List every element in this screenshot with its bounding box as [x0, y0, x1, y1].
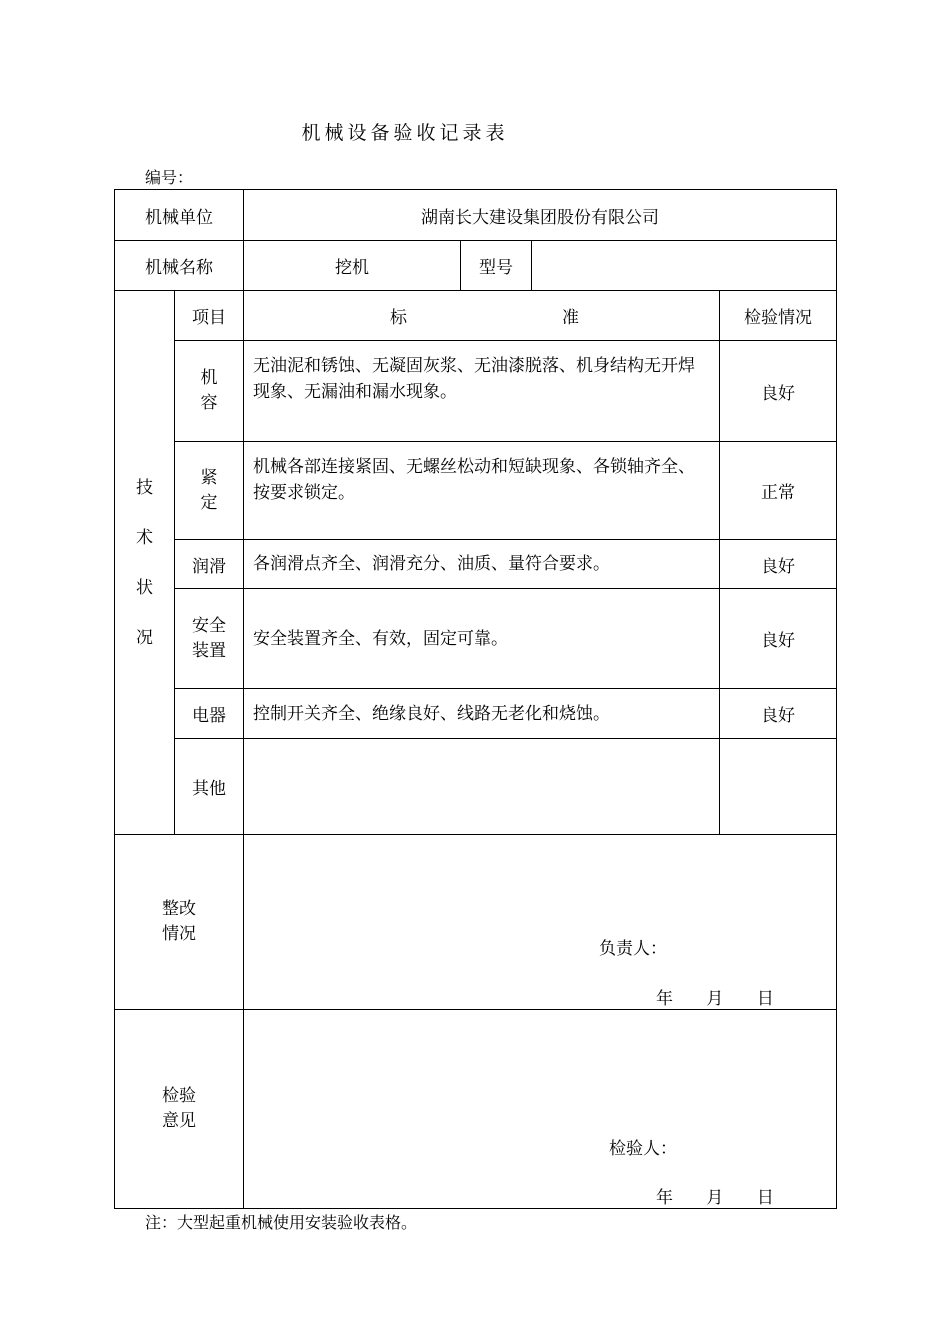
- rectification-row: [115, 835, 837, 1010]
- inspection-label: 检验 意见: [115, 1010, 244, 1209]
- header-standard: 标 准: [244, 291, 720, 341]
- tech-row: [115, 341, 837, 442]
- result-text: 良好: [720, 589, 837, 689]
- standard-text: 控制开关齐全、绝缘良好、线路无老化和烧蚀。: [244, 689, 720, 739]
- tech-header-row: [115, 291, 837, 341]
- model-label: 型号: [461, 241, 532, 291]
- acceptance-form-table: [114, 189, 837, 1209]
- unit-value: 湖南长大建设集团股份有限公司: [244, 190, 837, 241]
- unit-row: [115, 190, 837, 241]
- machine-name-label: 机械名称: [115, 241, 244, 291]
- inspection-signer-label: 检验人：: [609, 1139, 677, 1159]
- machine-row: [115, 241, 837, 291]
- model-value: [532, 241, 837, 291]
- result-text: 良好: [720, 341, 837, 442]
- rectification-date: 年 月 日: [656, 989, 774, 1009]
- item-other: 其他: [175, 739, 244, 835]
- result-text: 良好: [720, 540, 837, 589]
- item-fastening: 紧 定: [175, 442, 244, 540]
- tech-row: [115, 689, 837, 739]
- result-text: 良好: [720, 689, 837, 739]
- footnote: 注：大型起重机械使用安装验收表格。: [145, 1213, 418, 1232]
- rectification-signer-label: 负责人：: [599, 939, 667, 959]
- rectification-label: 整改 情况: [115, 835, 244, 1010]
- unit-label: 机械单位: [115, 190, 244, 241]
- tech-row: [115, 739, 837, 835]
- page-title: 机械设备验收记录表: [301, 122, 509, 144]
- number-label: 编号：: [145, 168, 194, 187]
- standard-text: 机械各部连接紧固、无螺丝松动和短缺现象、各锁轴齐全、按要求锁定。: [244, 442, 720, 540]
- machine-name-value: 挖机: [244, 241, 461, 291]
- header-item: 项目: [175, 291, 244, 341]
- inspection-content: [244, 1010, 837, 1209]
- inspection-date: 年 月 日: [656, 1188, 774, 1208]
- standard-text: [244, 739, 720, 835]
- item-appearance: 机 容: [175, 341, 244, 442]
- item-safety-device: 安全 装置: [175, 589, 244, 689]
- standard-text: 安全装置齐全、有效，固定可靠。: [244, 589, 720, 689]
- tech-row: [115, 540, 837, 589]
- header-result: 检验情况: [720, 291, 837, 341]
- standard-text: 各润滑点齐全、润滑充分、油质、量符合要求。: [244, 540, 720, 589]
- tech-row: [115, 589, 837, 689]
- tech-row: [115, 442, 837, 540]
- result-text: [720, 739, 837, 835]
- result-text: 正常: [720, 442, 837, 540]
- item-electrical: 电器: [175, 689, 244, 739]
- standard-text: 无油泥和锈蚀、无凝固灰浆、无油漆脱落、机身结构无开焊现象、无漏油和漏水现象。: [244, 341, 720, 442]
- inspection-row: [115, 1010, 837, 1209]
- tech-section-label: 技 术 状 况: [115, 291, 175, 835]
- item-lubrication: 润滑: [175, 540, 244, 589]
- rectification-content: [244, 835, 837, 1010]
